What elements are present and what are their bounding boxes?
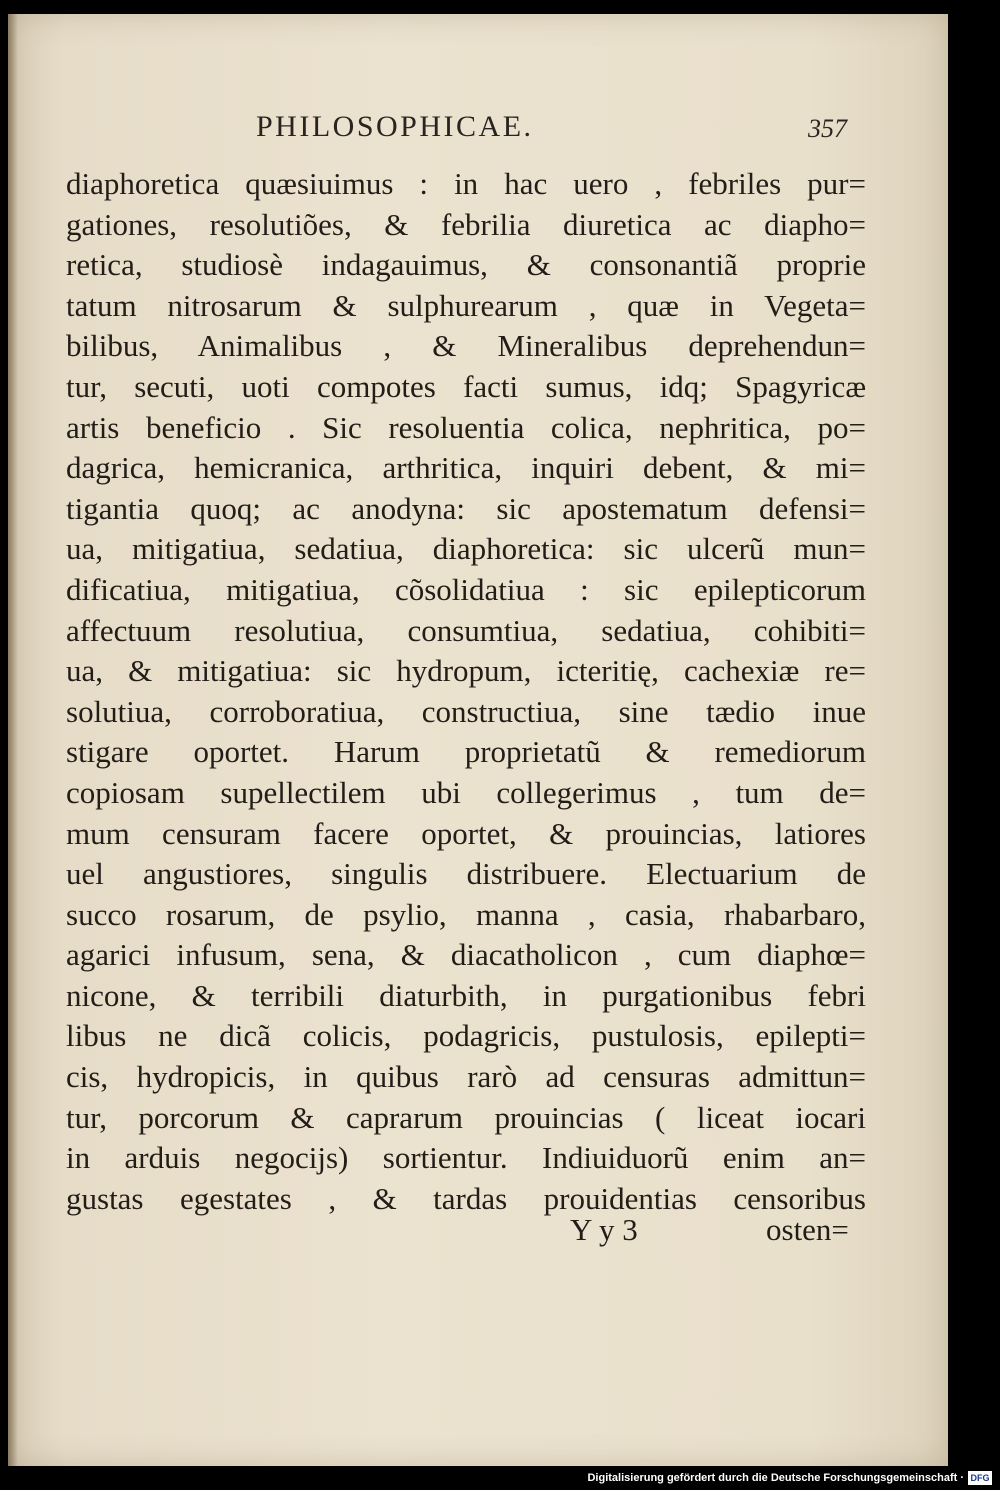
signature-mark: Y y 3 [570, 1212, 638, 1247]
text-line: mum censuram facere oportet, & prouincias, latiores [66, 815, 866, 851]
text-line: libus ne dicã colicis, podagricis, pustulosis, epilepti= [66, 1018, 866, 1054]
body-text [66, 164, 866, 1219]
page-spine-edge [8, 14, 18, 1466]
digitization-credit: Digitalisierung gefördert durch die Deutsche Forschungsgemeinschaft · [587, 1472, 964, 1484]
text-line: dificatiua, mitigatiua, cõsolidatiua : sic epilepticorum [66, 571, 866, 607]
text-line: nicone, & terribili diaturbith, in purgationibus febri [66, 977, 866, 1013]
text-line: copiosam supellectilem ubi collegerimus , tum de= [66, 774, 866, 810]
text-line: retica, studiosè indagauimus, & consonantiã proprie [66, 247, 866, 283]
text-line: tigantia quoq; ac anodyna: sic apostematum defensi= [66, 490, 866, 526]
text-line: artis beneficio . Sic resoluentia colica, nephritica, po= [66, 409, 866, 445]
text-line: cis, hydropicis, in quibus rarò ad censuras admittun= [66, 1059, 866, 1095]
text-line: ua, mitigatiua, sedatiua, diaphoretica: sic ulcerũ mun= [66, 531, 866, 567]
text-line: affectuum resolutiua, consumtiua, sedatiua, cohibiti= [66, 612, 866, 648]
text-line: gationes, resolutiões, & febrilia diuretica ac diapho= [66, 206, 866, 242]
book-page [8, 14, 948, 1466]
text-line: stigare oportet. Harum proprietatũ & remediorum [66, 734, 866, 770]
text-line: bilibus, Animalibus , & Mineralibus deprehendun= [66, 328, 866, 364]
text-line: agarici infusum, sena, & diacatholicon , cum diaphœ= [66, 937, 866, 973]
text-line: dagrica, hemicranica, arthritica, inquiri debent, & mi= [66, 450, 866, 486]
text-line: tur, porcorum & caprarum prouincias ( liceat iocari [66, 1099, 866, 1135]
catchword: osten= [766, 1212, 849, 1247]
text-line: in arduis negocijs) sortientur. Indiuiduorũ enim an= [66, 1140, 866, 1176]
text-line: gustas egestates , & tardas prouidentias censoribus [66, 1180, 866, 1216]
text-line: uel angustiores, singulis distribuere. Electuarium de [66, 856, 866, 892]
dfg-logo: DFG [968, 1471, 992, 1485]
page-number: 357 [808, 114, 847, 143]
text-line: tatum nitrosarum & sulphurearum , quæ in Vegeta= [66, 287, 866, 323]
text-line: ua, & mitigatiua: sic hydropum, icteritię, cachexiæ re= [66, 653, 866, 689]
text-line: tur, secuti, uoti compotes facti sumus, idq; Spagyricæ [66, 368, 866, 404]
text-line: solutiua, corroboratiua, constructiua, sine tædio inue [66, 693, 866, 729]
text-line: diaphoretica quæsiuimus : in hac uero , febriles pur= [66, 166, 866, 201]
running-head: PHILOSOPHICAE. [256, 110, 534, 143]
text-line: succo rosarum, de psylio, manna , casia, rhabarbaro, [66, 896, 866, 932]
